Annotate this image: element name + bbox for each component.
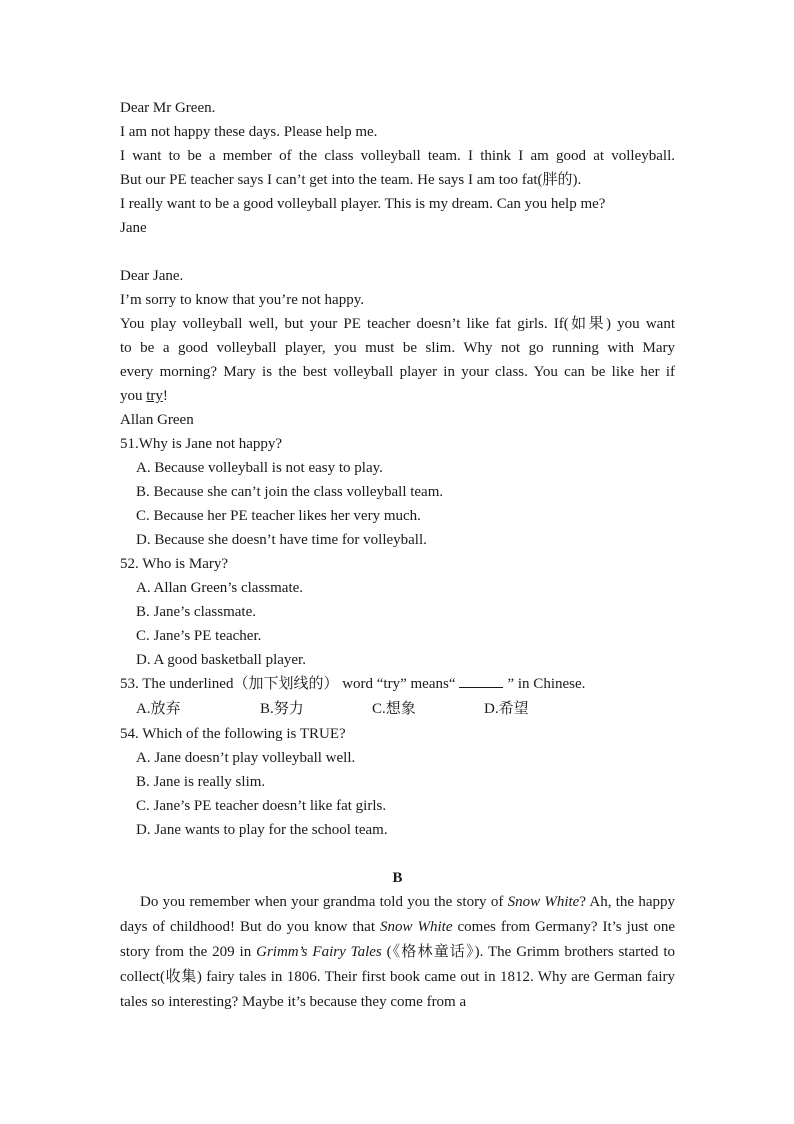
- question-51-option-b[interactable]: B. Because she can’t join the class volleyball team.: [136, 484, 444, 500]
- question-53-option-b[interactable]: B.努力: [260, 701, 304, 717]
- question-53-options: [120, 696, 675, 722]
- question-52-option-d[interactable]: D. A good basketball player.: [136, 652, 306, 668]
- question-51-option-d[interactable]: D. Because she doesn’t have time for volleyball.: [136, 532, 427, 548]
- question-52-option-c[interactable]: C. Jane’s PE teacher.: [136, 628, 262, 644]
- question-54-option-a[interactable]: A. Jane doesn’t play volleyball well.: [136, 750, 356, 766]
- title-snow-white: Snow White: [380, 919, 453, 935]
- letter1-salutation: Dear Mr Green.: [120, 100, 216, 116]
- question-53-option-d[interactable]: D.希望: [484, 701, 529, 717]
- question-52-option-a[interactable]: A. Allan Green’s classmate.: [136, 580, 304, 596]
- letter1-signature: Jane: [120, 220, 147, 236]
- question-51-option-c[interactable]: C. Because her PE teacher likes her very much.: [136, 508, 421, 524]
- question-54-option-b[interactable]: B. Jane is really slim.: [136, 774, 266, 790]
- question-54-option-d[interactable]: D. Jane wants to play for the school team.: [136, 822, 388, 838]
- answer-blank[interactable]: [459, 673, 503, 688]
- spacer: [120, 842, 675, 866]
- letter2-line5-post: !: [162, 388, 168, 404]
- question-53-stem: [120, 672, 675, 696]
- question-54-option-c[interactable]: C. Jane’s PE teacher doesn’t like fat girls.: [136, 798, 387, 814]
- letter2-line: [120, 384, 675, 408]
- letter2-line: to be a good volleyball player, you must be slim. Why not go running with Mary: [120, 340, 675, 356]
- question-53-stem-pre: 53. The underlined（加下划线的） word “try” means“: [120, 676, 456, 692]
- letter2-line: You play volleyball well, but your PE teacher doesn’t like fat girls. If(如果) you want: [120, 316, 675, 332]
- letter2-line: I’m sorry to know that you’re not happy.: [120, 292, 364, 308]
- letter1-line: But our PE teacher says I can’t get into the team. He says I am too fat(胖的).: [120, 172, 582, 188]
- question-51-stem: 51.Why is Jane not happy?: [120, 436, 283, 452]
- section-b-title: B: [392, 870, 403, 886]
- section-b-text: comes from Germany? It’s just one story from the 209 in: [120, 919, 675, 960]
- worksheet-page: [120, 96, 675, 1015]
- spacer: [120, 240, 675, 264]
- question-53-option-a[interactable]: A.放弃: [136, 701, 181, 717]
- question-53-stem-post: ” in Chinese.: [507, 676, 586, 692]
- section-b-text: ? Ah, the happy days of childhood! But do you know that: [120, 894, 675, 935]
- letter2-line: every morning? Mary is the best volleyball player in your class. You can be like her if: [120, 364, 675, 380]
- letter1-line: I am not happy these days. Please help me.: [120, 124, 378, 140]
- question-52-stem: 52. Who is Mary?: [120, 556, 229, 572]
- title-grimms-fairy-tales: Grimm’s Fairy Tales: [256, 944, 382, 960]
- section-b-paragraph: [120, 890, 675, 1015]
- letter2-salutation: Dear Jane.: [120, 268, 184, 284]
- letter1-line: I want to be a member of the class volleyball team. I think I am good at volleyball.: [120, 148, 675, 164]
- question-54-stem: 54. Which of the following is TRUE?: [120, 726, 346, 742]
- underlined-word-try: try: [146, 388, 163, 404]
- question-53-option-c[interactable]: C.想象: [372, 701, 416, 717]
- section-b-text: Do you remember when your grandma told you the story of: [140, 894, 508, 910]
- title-snow-white: Snow White: [507, 894, 580, 910]
- question-51-option-a[interactable]: A. Because volleyball is not easy to play.: [136, 460, 383, 476]
- letter2-line5-pre: you: [120, 388, 147, 404]
- letter1-line: I really want to be a good volleyball player. This is my dream. Can you help me?: [120, 196, 606, 212]
- letter2-signature: Allan Green: [120, 412, 194, 428]
- section-b-text: (《格林童话》). The Grimm brothers started to collect(收集) fairy tales in 1806. Their first book came out in 1812. Why are German fairy tales so interesting? Maybe it’s because they come from a: [120, 944, 675, 1010]
- question-52-option-b[interactable]: B. Jane’s classmate.: [136, 604, 256, 620]
